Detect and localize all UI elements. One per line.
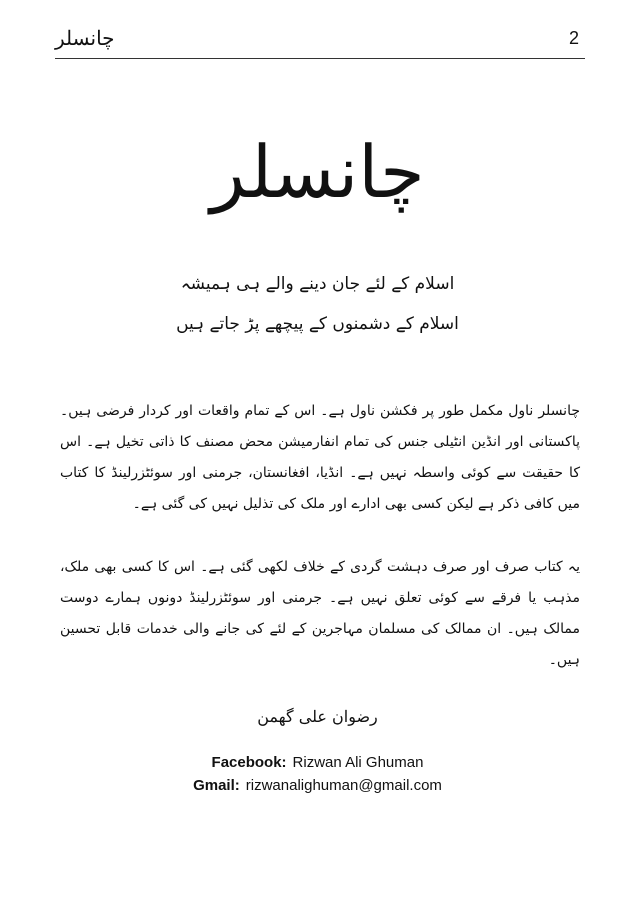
tagline-line-2: اسلام کے دشمنوں کے پیچھے پڑ جاتے ہیں	[176, 314, 459, 334]
author-name: رضوان علی گھمن	[257, 707, 378, 726]
page-number: 2	[568, 28, 579, 48]
page-header	[55, 24, 585, 59]
facebook-contact	[0, 754, 635, 771]
book-title: چانسلر	[210, 130, 425, 214]
gmail-value: rizwanalighuman@gmail.com	[245, 777, 442, 794]
facebook-value: Rizwan Ali Ghuman	[292, 754, 424, 771]
gmail-contact	[0, 777, 635, 794]
disclaimer-paragraph-1: چانسلر ناول مکمل طور پر فکشن ناول ہے۔ اس کے تمام واقعات اور کردار فرضی ہیں۔ پاکستانی اور انڈین انٹیلی جنس کی تمام انفارمیشن محض مصنف کا ذاتی تخیل ہے۔ اس کا حقیقت سے کوئی واسطہ نہیں ہے۔ انڈیا، افغانستان، جرمنی اور سوئٹزرلینڈ کا کتاب میں کافی ذکر ہے لیکن کسی بھی ادارے اور ملک کی تذلیل نہیں کی گئی ہے۔	[60, 403, 580, 512]
tagline-line-1: اسلام کے لئے جان دینے والے ہی ہمیشہ	[180, 274, 455, 294]
gmail-label: Gmail:	[193, 777, 240, 794]
facebook-label: Facebook:	[211, 754, 287, 771]
disclaimer-paragraph-2: یہ کتاب صرف اور صرف دہشت گردی کے خلاف لکھی گئی ہے۔ اس کا کسی بھی ملک، مذہب یا فرقے سے کوئی تعلق نہیں ہے۔ جرمنی اور سوئٹزرلینڈ دونوں ہمارے دوست ممالک ہیں۔ ان ممالک کی مسلمان مہاجرین کے لئے کی جانے والی خدمات قابل تحسین ہیں۔	[60, 559, 580, 668]
header-title: چانسلر	[55, 26, 115, 50]
